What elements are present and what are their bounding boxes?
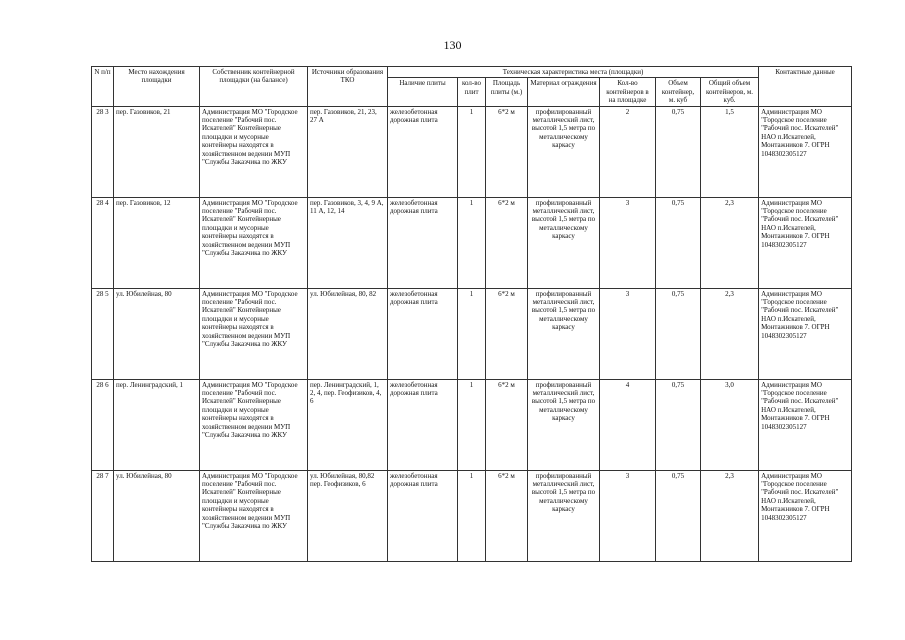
row-containers: 2	[600, 106, 656, 197]
header-contacts: Контактные данные	[759, 67, 852, 107]
row-sources: пер. Ленинградский, 1, 2, 4, пер. Геофизиков, 4, 6	[308, 379, 388, 470]
row-location: пер. Ленинградский, 1	[114, 379, 200, 470]
row-location: ул. Юбилейная, 80	[114, 288, 200, 379]
row-total-volume: 2,3	[701, 197, 759, 288]
row-location: пер. Газовиков, 12	[114, 197, 200, 288]
row-slab-area: 6*2 м	[486, 106, 528, 197]
row-slab-count: 1	[458, 470, 486, 561]
row-slab-count: 1	[458, 379, 486, 470]
row-total-volume: 2,3	[701, 288, 759, 379]
row-num: 28 5	[92, 288, 114, 379]
header-containers: Кол-во контейнеров в на площадке	[600, 78, 656, 106]
row-slab-count: 1	[458, 106, 486, 197]
table-row	[92, 106, 852, 197]
row-fence: профилированный металлический лист, высотой 1,5 метра по металлическому каркасу	[528, 470, 600, 561]
table-row	[92, 288, 852, 379]
row-owner: Администрация МО "Городское поселение "Рабочий пос. Искателей" Контейнерные площадки и мусорные контейнеры находятся в хозяйственном ведении МУП "Службы Заказчика по ЖКУ	[200, 106, 308, 197]
row-slabs: железобетонная дорожная плита	[388, 470, 458, 561]
header-slabs: Наличие плиты	[388, 78, 458, 106]
row-fence: профилированный металлический лист, высотой 1,5 метра по металлическому каркасу	[528, 106, 600, 197]
row-owner: Администрация МО "Городское поселение "Рабочий пос. Искателей" Контейнерные площадки и мусорные контейнеры находятся в хозяйственном ведении МУП "Службы Заказчика по ЖКУ	[200, 470, 308, 561]
row-num: 28 7	[92, 470, 114, 561]
row-sources: ул. Юбилейная, 80,82 пер. Геофизиков, 6	[308, 470, 388, 561]
row-num: 28 6	[92, 379, 114, 470]
row-volume: 0,75	[656, 197, 701, 288]
row-contacts: Администрация МО "Городское поселение "Рабочий пос. Искателей" НАО п.Искателей, Монтажников 7. ОГРН 1048302305127	[759, 288, 852, 379]
row-total-volume: 2,3	[701, 470, 759, 561]
row-num: 28 3	[92, 106, 114, 197]
row-slab-area: 6*2 м	[486, 197, 528, 288]
row-fence: профилированный металлический лист, высотой 1,5 метра по металлическому каркасу	[528, 288, 600, 379]
row-total-volume: 3,0	[701, 379, 759, 470]
row-slab-area: 6*2 м	[486, 288, 528, 379]
row-total-volume: 1,5	[701, 106, 759, 197]
table-header	[92, 67, 852, 107]
row-volume: 0,75	[656, 379, 701, 470]
header-num: N п/п	[92, 67, 114, 107]
row-slab-area: 6*2 м	[486, 379, 528, 470]
row-owner: Администрация МО "Городское поселение "Рабочий пос. Искателей" Контейнерные площадки и мусорные контейнеры находятся в хозяйственном ведении МУП "Службы Заказчика по ЖКУ	[200, 197, 308, 288]
row-contacts: Администрация МО "Городское поселение "Рабочий пос. Искателей" НАО п.Искателей, Монтажников 7. ОГРН 1048302305127	[759, 197, 852, 288]
row-slabs: железобетонная дорожная плита	[388, 106, 458, 197]
header-volume: Объем контейнер, м. куб	[656, 78, 701, 106]
row-containers: 3	[600, 197, 656, 288]
header-location: Место нахождения площадки	[114, 67, 200, 107]
row-slab-area: 6*2 м	[486, 470, 528, 561]
header-sources: Источники образования ТКО	[308, 67, 388, 107]
row-slabs: железобетонная дорожная плита	[388, 197, 458, 288]
row-slab-count: 1	[458, 197, 486, 288]
row-volume: 0,75	[656, 470, 701, 561]
row-fence: профилированный металлический лист, высотой 1,5 метра по металлическому каркасу	[528, 197, 600, 288]
row-slabs: железобетонная дорожная плита	[388, 379, 458, 470]
table-row	[92, 197, 852, 288]
row-fence: профилированный металлический лист, высотой 1,5 метра по металлическому каркасу	[528, 379, 600, 470]
row-contacts: Администрация МО "Городское поселение "Рабочий пос. Искателей" НАО п.Искателей, Монтажников 7. ОГРН 1048302305127	[759, 470, 852, 561]
row-location: пер. Газовиков, 21	[114, 106, 200, 197]
row-volume: 0,75	[656, 106, 701, 197]
table-row	[92, 470, 852, 561]
header-owner: Собственник контейнерной площадки (на балансе)	[200, 67, 308, 107]
header-slab-area: Площадь плиты (м.)	[486, 78, 528, 106]
row-slabs: железобетонная дорожная плита	[388, 288, 458, 379]
row-owner: Администрация МО "Городское поселение "Рабочий пос. Искателей" Контейнерные площадки и мусорные контейнеры находятся в хозяйственном ведении МУП "Службы Заказчика по ЖКУ	[200, 379, 308, 470]
row-owner: Администрация МО "Городское поселение "Рабочий пос. Искателей" Контейнерные площадки и мусорные контейнеры находятся в хозяйственном ведении МУП "Службы Заказчика по ЖКУ	[200, 288, 308, 379]
table-row	[92, 379, 852, 470]
page-number: 130	[443, 38, 462, 52]
row-containers: 4	[600, 379, 656, 470]
row-sources: ул. Юбилейная, 80, 82	[308, 288, 388, 379]
header-tech: Техническая характеристика места (площадки)	[388, 67, 759, 78]
header-fence: Материал ограждения	[528, 78, 600, 106]
row-volume: 0,75	[656, 288, 701, 379]
row-containers: 3	[600, 470, 656, 561]
header-slab-count: кол-во плит	[458, 78, 486, 106]
row-sources: пер. Газовиков, 21, 23, 27 А	[308, 106, 388, 197]
table-body	[92, 106, 852, 561]
container-sites-table	[91, 66, 852, 562]
row-sources: пер. Газовиков, 3, 4, 9 А, 11 А, 12, 14	[308, 197, 388, 288]
row-contacts: Администрация МО "Городское поселение "Рабочий пос. Искателей" НАО п.Искателей, Монтажников 7. ОГРН 1048302305127	[759, 106, 852, 197]
row-location: ул. Юбилейная, 80	[114, 470, 200, 561]
row-slab-count: 1	[458, 288, 486, 379]
row-containers: 3	[600, 288, 656, 379]
header-total-volume: Общий объем контейнеров, м. куб.	[701, 78, 759, 106]
row-num: 28 4	[92, 197, 114, 288]
row-contacts: Администрация МО "Городское поселение "Рабочий пос. Искателей" НАО п.Искателей, Монтажников 7. ОГРН 1048302305127	[759, 379, 852, 470]
